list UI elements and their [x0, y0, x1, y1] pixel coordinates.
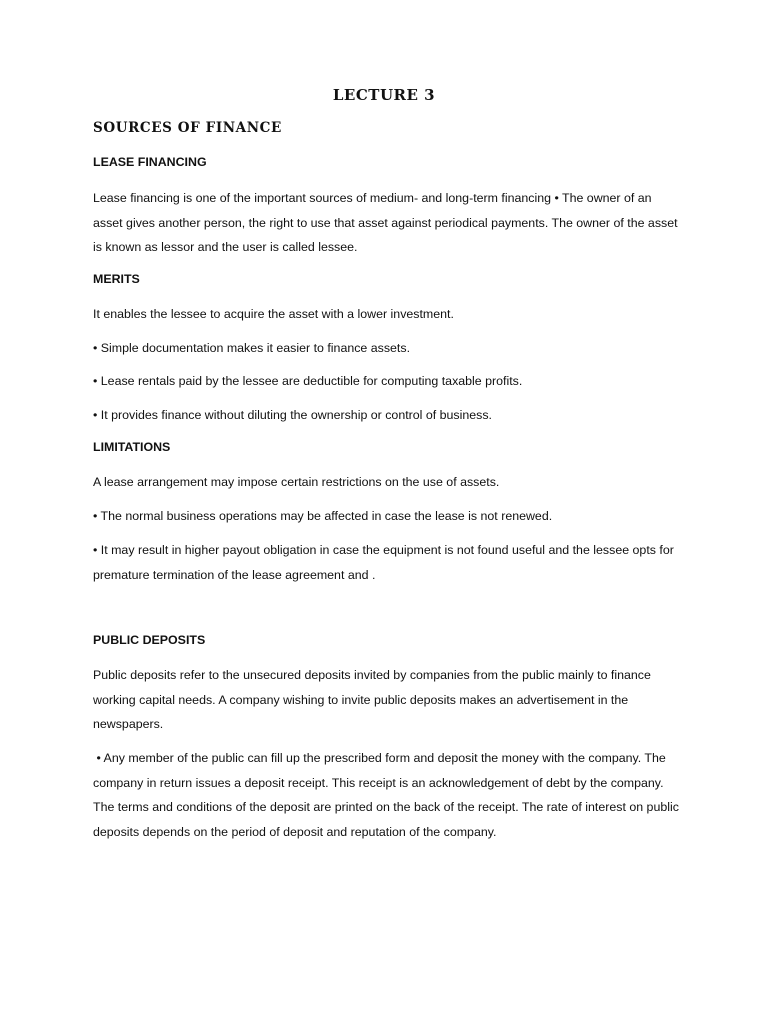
lease-intro-paragraph: Lease financing is one of the important sources of medium- and long-term financing • The owner of an asset gives another person, the right to use that asset against periodical payments. The owner of the asset is known as lessor and the user is called lessee. — [93, 191, 678, 254]
lease-financing-section — [93, 155, 679, 169]
limitations-item-2-block — [93, 504, 679, 529]
public-deposits-paragraph-1-block — [93, 663, 679, 737]
merits-heading-block — [93, 272, 679, 286]
lease-intro-block — [93, 186, 679, 260]
merits-item: It enables the lessee to acquire the asset with a lower investment. — [93, 307, 454, 321]
public-deposits-paragraph: • Any member of the public can fill up the prescribed form and deposit the money with the company. The company in return issues a deposit receipt. This receipt is an acknowledgement of debt by the company. The terms and conditions of the deposit are printed on the back of the receipt. The rate of interest on public deposits depends on the period of deposit and reputation of the company. — [93, 751, 683, 839]
merits-item-1-block — [93, 302, 679, 327]
public-deposits-paragraph: Public deposits refer to the unsecured deposits invited by companies from the public mainly to finance working capital needs. A company wishing to invite public deposits makes an advertisement in the newspapers. — [93, 668, 651, 731]
merits-item: • It provides finance without diluting the ownership or control of business. — [93, 408, 492, 422]
limitations-heading: LIMITATIONS — [93, 440, 171, 454]
public-deposits-paragraph-2-block — [93, 746, 683, 844]
limitations-item-3-block — [93, 538, 679, 587]
limitations-item: • It may result in higher payout obligation in case the equipment is not found useful and the lessee opts for premature termination of the lease agreement and . — [93, 543, 674, 582]
limitations-heading-block — [93, 440, 679, 454]
section-title: SOURCES OF FINANCE — [93, 120, 282, 136]
public-deposits-heading-block — [93, 633, 679, 647]
merits-item-4-block — [93, 403, 679, 428]
limitations-item-1-block — [93, 470, 679, 495]
merits-item-2-block — [93, 336, 679, 361]
merits-heading: MERITS — [93, 272, 140, 286]
merits-item: • Simple documentation makes it easier to finance assets. — [93, 341, 411, 355]
lease-financing-heading: LEASE FINANCING — [93, 155, 207, 169]
limitations-item: A lease arrangement may impose certain restrictions on the use of assets. — [93, 475, 500, 489]
lecture-title: LECTURE 3 — [332, 86, 436, 104]
limitations-item: • The normal business operations may be affected in case the lease is not renewed. — [93, 509, 553, 523]
public-deposits-heading: PUBLIC DEPOSITS — [93, 633, 206, 647]
merits-item: • Lease rentals paid by the lessee are deductible for computing taxable profits. — [93, 374, 523, 388]
merits-item-3-block — [93, 369, 679, 394]
